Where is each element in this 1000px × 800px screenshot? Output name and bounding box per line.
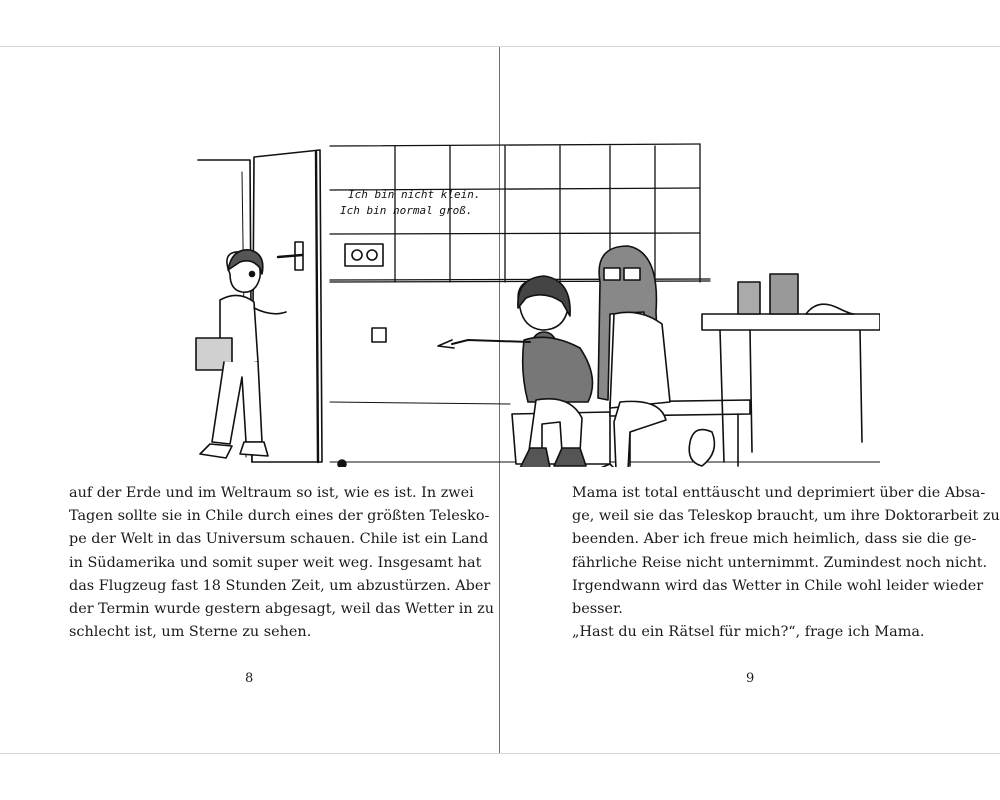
page-number-left: 8 — [245, 671, 254, 686]
text-line: Irgendwann wird das Wetter in Chile wohl leider wieder — [572, 577, 984, 594]
text-line: Tagen sollte sie in Chile durch eines der größten Telesko- — [69, 508, 490, 525]
text-line: fährliche Reise nicht unternimmt. Zumindest noch nicht. — [572, 554, 988, 571]
text-line: Mama ist total enttäuscht und deprimiert über die Absa- — [572, 485, 986, 501]
text-line: in Südamerika und somit super weit weg. Insgesamt hat — [69, 554, 482, 571]
text-line: beenden. Aber ich freue mich heimlich, dass sie die ge- — [572, 531, 977, 548]
text-line: pe der Welt in das Universum schauen. Chile ist ein Land — [69, 531, 489, 548]
text-line: der Termin wurde gestern abgesagt, weil das Wetter in zu — [69, 601, 495, 618]
text-line: auf der Erde und im Weltraum so ist, wie es ist. In zwei — [69, 485, 474, 501]
kitchen-illustration — [190, 102, 880, 467]
text-line: „Hast du ein Rätsel für mich?“, frage ich Mama. — [572, 624, 925, 641]
left-page-text — [69, 482, 495, 644]
right-page-text — [572, 482, 1000, 644]
text-line: ge, weil sie das Teleskop braucht, um ihre Doktorarbeit zu — [572, 508, 1000, 525]
text-line: besser. — [572, 601, 623, 618]
book-spread — [0, 46, 1000, 754]
speech-line-2: Ich bin normal groß. — [340, 204, 473, 217]
text-line: das Flugzeug fast 18 Stunden Zeit, um abzustürzen. Aber — [69, 577, 491, 594]
girl-figure — [438, 276, 610, 467]
text-line: schlecht ist, um Sterne zu sehen. — [69, 624, 312, 641]
page-number-right: 9 — [746, 671, 755, 686]
speech-line-1: Ich bin nicht klein. — [348, 188, 481, 201]
